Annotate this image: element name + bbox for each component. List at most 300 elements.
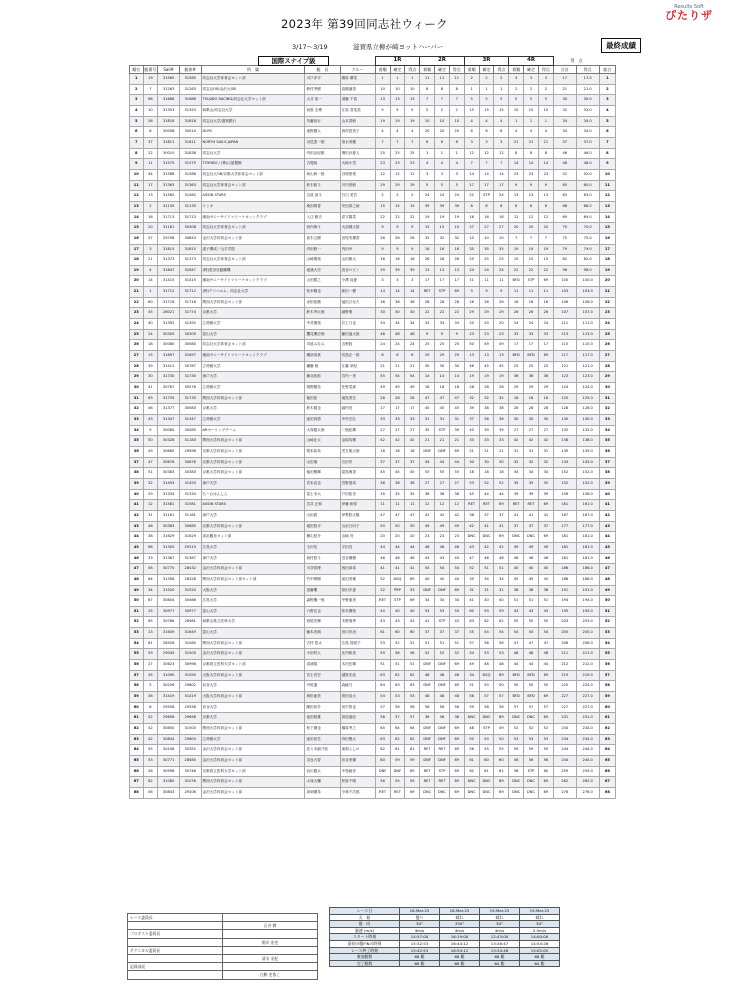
result-cell: 18 (509, 393, 524, 404)
result-cell: 42 (143, 724, 158, 735)
net-col-header: 得点 (576, 65, 599, 74)
result-cell: 65 (375, 724, 390, 735)
result-cell: 30010 (158, 148, 180, 159)
result-cell: 37 (479, 510, 494, 521)
result-cell: 26 (435, 255, 450, 266)
result-cell: 50 (494, 734, 509, 745)
result-cell: 8 (479, 201, 494, 212)
result-cell: 2 (390, 191, 405, 202)
result-cell: 5 (375, 105, 390, 116)
result-cell: 19 (538, 244, 553, 255)
result-cell: 道子開成／山手学院 (201, 244, 305, 255)
race-info-value: 68 艇 (480, 954, 520, 961)
result-cell: 57 (130, 670, 144, 681)
result-cell: 219.0 (576, 670, 599, 681)
result-cell: 小田咲人 (305, 649, 340, 660)
result-cell: 64 (405, 724, 420, 735)
result-cell: 52 (405, 638, 420, 649)
result-cell: 18 (435, 383, 450, 394)
result-cell: 50 (375, 521, 390, 532)
result-cell: 46 (130, 553, 144, 564)
result-cell: 63 (553, 191, 576, 202)
result-cell: 44 (143, 169, 158, 180)
result-cell: 26 (599, 340, 615, 351)
result-cell: 富山大学 (201, 329, 305, 340)
result-cell: 19 (420, 212, 435, 223)
staff-row (128, 971, 318, 979)
result-cell: 32 (435, 233, 450, 244)
result-cell: 磯部成真 (305, 351, 340, 362)
result-cell: 43 (405, 617, 420, 628)
result-cell: 山崎壮太 (305, 436, 340, 447)
result-cell: 55 (420, 468, 435, 479)
result-cell: 52 (494, 478, 509, 489)
result-cell: 55 (509, 617, 524, 628)
result-cell: 23 (524, 169, 539, 180)
result-cell: 荷松亜美 (305, 692, 340, 703)
result-cell: 36 (524, 372, 539, 383)
result-cell: 55 (449, 468, 464, 479)
result-cell: 55 (479, 745, 494, 756)
result-cell: 30308 (179, 223, 201, 234)
race-info-label: 天 候 (330, 914, 400, 921)
result-cell: 21 (538, 137, 553, 148)
table-row (130, 596, 616, 607)
result-cell: 67 (130, 777, 144, 788)
result-cell: 佐野菜那 (340, 383, 375, 394)
result-cell: 21 (479, 446, 494, 457)
result-cell: 神戸大学 (201, 372, 305, 383)
result-cell: 60 (143, 297, 158, 308)
result-cell: 66 (599, 766, 615, 777)
result-cell: 27 (524, 425, 539, 436)
result-cell: 65 (143, 617, 158, 628)
race-info-value: 15:32:53 (400, 940, 440, 947)
result-cell: 28 (390, 393, 405, 404)
result-cell: 82 (553, 255, 576, 266)
result-cell: 10 (464, 233, 479, 244)
result-cell: 44 (405, 542, 420, 553)
result-cell: 37 (449, 628, 464, 639)
result-cell: 62 (390, 734, 405, 745)
result-cell: 1 (130, 74, 144, 85)
race-info-label: レース終了時刻 (330, 947, 400, 954)
staff-name: 堀川 宏史 (223, 938, 318, 946)
result-cell: 50 (509, 681, 524, 692)
result-cell: 44 (538, 660, 553, 671)
result-cell: 31818 (179, 116, 201, 127)
result-cell: 41 (375, 564, 390, 575)
result-cell: 20 (509, 223, 524, 234)
result-cell: 伊藤 和弥 (340, 500, 375, 511)
result-cell: 31629 (158, 532, 180, 543)
result-cell: 59 (509, 745, 524, 756)
result-cell: 31415 (179, 276, 201, 287)
result-cell: 36 (405, 297, 420, 308)
race-info-row (330, 954, 560, 961)
race-info-value: 15:02:05 (520, 947, 560, 954)
result-cell: 30843 (158, 787, 180, 798)
result-cell: 53 (464, 478, 479, 489)
table-row (130, 372, 616, 383)
result-cell: 46 (464, 361, 479, 372)
result-cell: 106.0 (576, 297, 599, 308)
result-cell: 36 (494, 415, 509, 426)
result-cell: 細野明 (340, 308, 375, 319)
result-cell: 21 (375, 361, 390, 372)
result-cell: 48 (509, 649, 524, 660)
result-cell: RET (435, 745, 450, 756)
result-cell: 赤松拓磨 (305, 297, 340, 308)
result-cell: 12 (599, 191, 615, 202)
result-cell: DNC (524, 713, 539, 724)
result-cell: 52 (449, 649, 464, 660)
result-cell: 34 (494, 574, 509, 585)
result-cell: 49 (464, 660, 479, 671)
result-cell: 12 (479, 148, 494, 159)
result-cell: 54 (130, 638, 144, 649)
result-cell: 中野亜美 (340, 596, 375, 607)
result-cell: 31 (479, 585, 494, 596)
result-cell: 28 (599, 361, 615, 372)
crew-col-header: クルー (340, 65, 375, 74)
result-cell: 3 (464, 137, 479, 148)
result-cell: 3 (435, 169, 450, 180)
result-cell: 6 (405, 351, 420, 362)
result-cell: STP (390, 596, 405, 607)
results-table (129, 56, 616, 799)
result-cell: 2 (375, 191, 390, 202)
result-cell: DNC (524, 787, 539, 798)
result-cell: 22 (464, 191, 479, 202)
result-cell: 30 (494, 457, 509, 468)
result-cell: 28 (494, 383, 509, 394)
result-cell: 21 (130, 287, 144, 298)
result-cell: 31520 (158, 585, 180, 596)
result-cell: 7 (479, 159, 494, 170)
result-cell: 50 (130, 596, 144, 607)
result-cell: RET (420, 766, 435, 777)
result-cell: 同志社大学体育会ヨット部 (201, 180, 305, 191)
result-cell: 34 (130, 425, 144, 436)
result-cell: 60.0 (576, 180, 599, 191)
result-cell: 31712 (158, 287, 180, 298)
result-cell: 7 (509, 233, 524, 244)
result-cell: 54 (538, 628, 553, 639)
result-cell: 44 (509, 660, 524, 671)
result-cell: 262.0 (576, 777, 599, 788)
result-cell: 13 (479, 351, 494, 362)
result-cell: 4 (449, 159, 464, 170)
result-cell: 12 (375, 169, 390, 180)
result-cell: 33 (464, 436, 479, 447)
result-cell: 28 (435, 297, 450, 308)
result-cell: 29658 (158, 713, 180, 724)
result-cell: 2 (420, 105, 435, 116)
result-cell: TOYOBO / (株)山屋製飯 (201, 159, 305, 170)
result-cell: 29 (390, 180, 405, 191)
result-cell: 2 (143, 201, 158, 212)
result-cell: 42 (524, 436, 539, 447)
result-cell: 33 (130, 415, 144, 426)
result-cell: 3 (375, 276, 390, 287)
result-cell: STP (479, 724, 494, 735)
result-cell: 69 (449, 585, 464, 596)
result-cell: RET (390, 787, 405, 798)
result-cell: 小林千次郎 (340, 787, 375, 798)
result-cell: 41 (524, 510, 539, 521)
result-cell: 34 (553, 116, 576, 127)
result-cell: 36 (435, 713, 450, 724)
result-cell: 100.0 (576, 276, 599, 287)
result-cell: 1 (524, 116, 539, 127)
result-cell: 細内亮 (340, 404, 375, 415)
result-cell: 54 (509, 628, 524, 639)
result-cell: 30665 (179, 521, 201, 532)
result-cell: 23 (420, 532, 435, 543)
result-cell: 59 (405, 756, 420, 767)
result-cell: 128 (553, 404, 576, 415)
result-cell: RET (375, 596, 390, 607)
result-cell: 17 (449, 276, 464, 287)
result-cell: 関西大学体育会ヨット部 (201, 638, 305, 649)
result-cell: 30256 (158, 681, 180, 692)
result-cell: 69 (494, 777, 509, 788)
result-cell: DNC (464, 713, 479, 724)
table-row (130, 628, 616, 639)
result-cell: 37 (405, 457, 420, 468)
result-cell: 池浦大史 (305, 265, 340, 276)
logo-mark: ぴたりザ (665, 9, 713, 22)
result-cell: 13 (524, 191, 539, 202)
result-cell: 138 (553, 436, 576, 447)
result-cell: 25 (143, 606, 158, 617)
result-cell: 32 (494, 393, 509, 404)
result-cell: 30844 (158, 734, 180, 745)
result-cell: 44 (524, 660, 539, 671)
result-cell: 31415 (158, 276, 180, 287)
table-row (130, 638, 616, 649)
table-row (130, 585, 616, 596)
result-cell: 39 (449, 201, 464, 212)
result-cell: 26 (524, 308, 539, 319)
result-cell: 59 (494, 606, 509, 617)
result-cell: 56 (538, 756, 553, 767)
result-cell: 30787 (179, 361, 201, 372)
result-cell: 46.0 (576, 148, 599, 159)
result-cell: 34 (405, 319, 420, 330)
result-cell: 35 (130, 436, 144, 447)
result-cell: 50 (524, 681, 539, 692)
result-cell: 43 (449, 617, 464, 628)
result-cell: 31392 (179, 319, 201, 330)
result-cell: 51 (538, 596, 553, 607)
result-cell: 鈴木聡斗 (305, 180, 340, 191)
result-cell: 8 (509, 148, 524, 159)
result-cell: 69.0 (576, 212, 599, 223)
result-cell: 鈴村秀樹 (305, 84, 340, 95)
result-cell: 東畑よしの (340, 745, 375, 756)
result-cell: 34 (509, 468, 524, 479)
result-cell: 53 (449, 606, 464, 617)
result-cell: 3 (420, 169, 435, 180)
event-venue: 滋賀県立柳が崎ヨットハーバー (353, 43, 444, 51)
result-cell: 244 (553, 745, 576, 756)
result-cell: 56 (435, 702, 450, 713)
result-cell: 新田一樹 (340, 287, 375, 298)
result-cell: 13 (449, 265, 464, 276)
result-cell: 16 (479, 212, 494, 223)
table-row (130, 756, 616, 767)
result-cell: 69 (494, 713, 509, 724)
result-cell: 53 (405, 692, 420, 703)
table-row (130, 265, 616, 276)
result-cell: 63.0 (576, 191, 599, 202)
result-cell: 16 (599, 233, 615, 244)
table-row (130, 308, 616, 319)
result-cell: 56 (509, 756, 524, 767)
result-cell: 20 (494, 319, 509, 330)
result-cell: 63 (405, 681, 420, 692)
result-cell: 50 (464, 734, 479, 745)
result-cell: 5 (494, 95, 509, 106)
result-cell: DNF (420, 446, 435, 457)
result-cell: 京都大学体育会ヨット部 (201, 521, 305, 532)
result-cell: 28 (405, 393, 420, 404)
result-cell: 37 (143, 137, 158, 148)
table-row (130, 489, 616, 500)
result-cell: 木田岳輝 (340, 660, 375, 671)
result-cell: 62 (405, 734, 420, 745)
result-cell: 30352 (179, 745, 201, 756)
result-cell: 前田美稀 (340, 574, 375, 585)
table-row (130, 74, 616, 85)
result-cell: 62 (375, 745, 390, 756)
result-cell: 39 (599, 478, 615, 489)
result-cell: 31085 (158, 777, 180, 788)
result-cell: 松原千晴 (340, 777, 375, 788)
result-cell: 32 (464, 393, 479, 404)
result-cell: 岩谷大学 (201, 681, 305, 692)
table-row (130, 255, 616, 266)
result-cell: 30998 (158, 766, 180, 777)
table-row (130, 361, 616, 372)
result-cell: 69 (405, 787, 420, 798)
race-2-subheader: 確定 (435, 65, 450, 74)
race-info-value: 30° (480, 921, 520, 928)
result-cell: 神戸大学 (201, 510, 305, 521)
result-cell: 2 (538, 84, 553, 95)
result-cell: 30 (143, 372, 158, 383)
race-3-subheader: 確定 (479, 65, 494, 74)
result-cell: 古岡純 (305, 159, 340, 170)
result-cell: 11 (599, 180, 615, 191)
result-cell: 58 (479, 702, 494, 713)
result-cell: 内田修一 (305, 244, 340, 255)
result-cell: 30 (390, 308, 405, 319)
table-row (130, 681, 616, 692)
result-cell: 8 (599, 148, 615, 159)
result-cell: 8 (449, 84, 464, 95)
result-cell: 24 (599, 319, 615, 330)
result-cell: 9 (375, 223, 390, 234)
result-cell: 10 (524, 105, 539, 116)
result-cell: 31712 (179, 287, 201, 298)
result-cell: 20 (479, 319, 494, 330)
result-cell: 42 (435, 510, 450, 521)
race-info-label: 参加艇数 (330, 954, 400, 961)
race-info-value: 68 艇 (440, 954, 480, 961)
result-cell: 55 (524, 617, 539, 628)
result-cell: 31565 (158, 74, 180, 85)
result-cell: 30786 (158, 617, 180, 628)
result-cell: 48 (599, 574, 615, 585)
result-cell: 宮士亮史 (305, 670, 340, 681)
result-cell: 広島大学 (201, 596, 305, 607)
result-cell: 181.0 (576, 532, 599, 543)
result-cell: 63 (375, 734, 390, 745)
race-1-subheader: 得点 (405, 65, 420, 74)
result-cell: 30383 (158, 468, 180, 479)
result-cell: 45 (405, 468, 420, 479)
result-cell: 18 (464, 468, 479, 479)
result-cell: 30843 (179, 233, 201, 244)
result-cell: 22 (435, 308, 450, 319)
result-cell: 59 (143, 649, 158, 660)
result-cell: 52 (553, 169, 576, 180)
result-cell: 高畑優希 (305, 787, 340, 798)
result-cell: 6 (599, 127, 615, 138)
result-cell: 23 (464, 329, 479, 340)
result-cell: 44 (494, 489, 509, 500)
table-row (130, 660, 616, 671)
race-2-header: 2R (420, 57, 465, 66)
result-cell: 36 (420, 713, 435, 724)
result-cell: 長島正一郎 (340, 351, 375, 362)
result-cell: 19 (464, 372, 479, 383)
result-cell: 25 (494, 255, 509, 266)
result-cell: RET (524, 500, 539, 511)
result-cell: 46 (524, 553, 539, 564)
result-cell: 56 (143, 787, 158, 798)
result-cell: 15 (479, 105, 494, 116)
staff-row (128, 938, 318, 946)
result-cell: 60 (553, 180, 576, 191)
result-cell: 31135 (158, 201, 180, 212)
result-cell: 12 (449, 500, 464, 511)
table-row (130, 574, 616, 585)
result-cell: 30108 (158, 745, 180, 756)
result-cell: 40 (494, 596, 509, 607)
result-cell: 佐々木瞬乃佑 (305, 745, 340, 756)
result-cell: 35 (464, 574, 479, 585)
result-cell: 31 (130, 393, 144, 404)
result-cell: 23 (375, 159, 390, 170)
table-row (130, 244, 616, 255)
result-cell: 14 (435, 372, 450, 383)
race-info-row (330, 908, 560, 915)
result-cell: 31500 (179, 724, 201, 735)
result-cell: 28981 (179, 617, 201, 628)
result-cell: 31811 (179, 137, 201, 148)
result-cell: 橋原考之 (340, 724, 375, 735)
result-cell: 岡野駿祐 (305, 383, 340, 394)
brand-logo (660, 4, 718, 21)
result-cell: 34.0 (576, 116, 599, 127)
result-cell: 大井 裕一 (305, 95, 340, 106)
result-cell: 2 (435, 105, 450, 116)
staff-name: 白勝 史依こ (223, 971, 318, 979)
